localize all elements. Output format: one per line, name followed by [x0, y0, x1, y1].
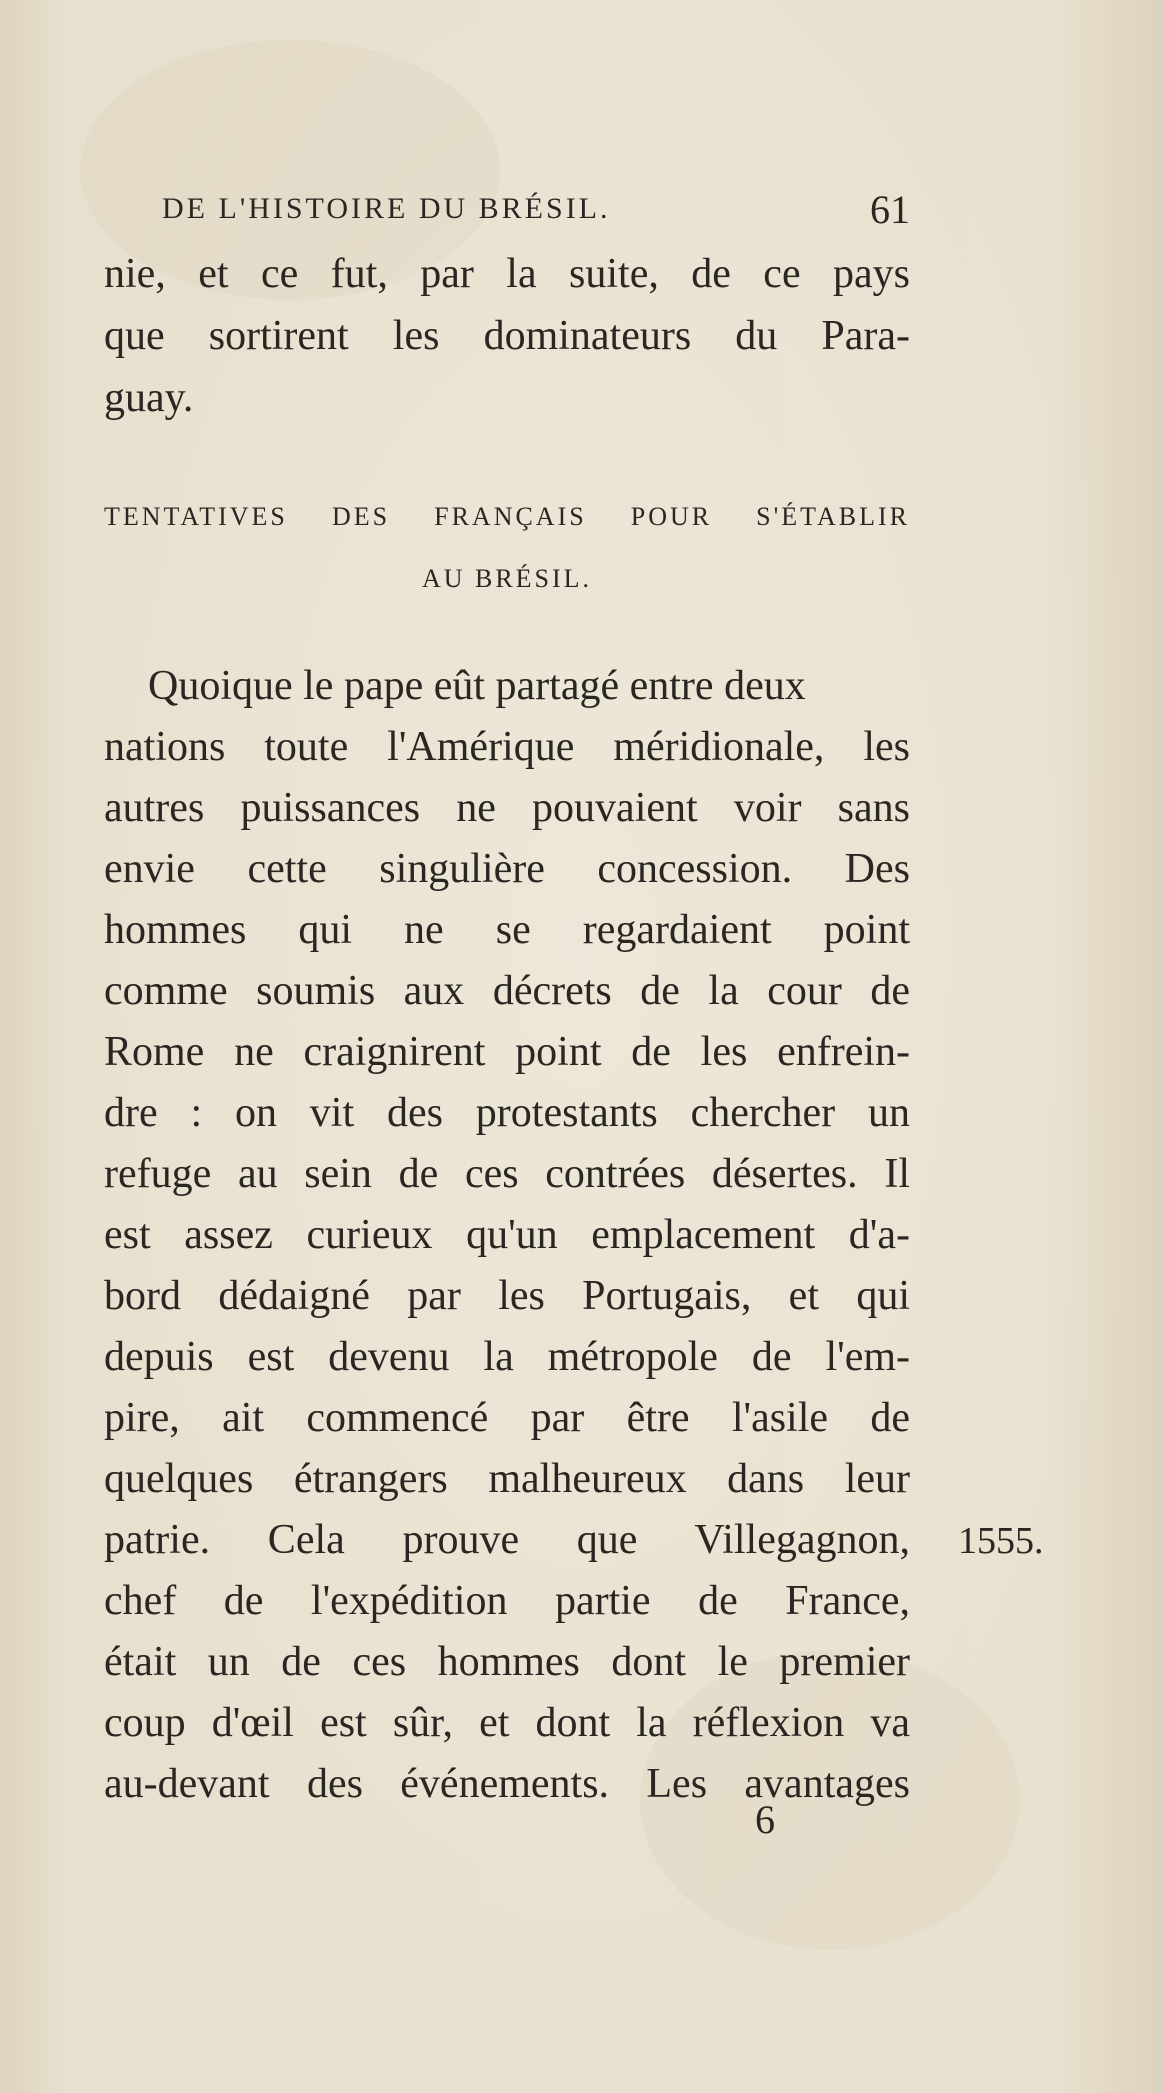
text-line: Quoique le pape eût partagé entre deux — [148, 663, 806, 709]
text-line: pire, ait commencé par être l'asile de — [104, 1395, 910, 1441]
running-title: DE L'HISTOIRE DU BRÉSIL. — [162, 192, 611, 225]
running-head — [162, 186, 910, 236]
text-line: nations toute l'Amérique méridionale, les — [104, 724, 910, 770]
text-line: était un de ces hommes dont le premier — [104, 1639, 910, 1685]
section-heading-line-1: TENTATIVES DES FRANÇAIS POUR S'ÉTABLIR — [104, 502, 910, 531]
text-line: quelques étrangers malheureux dans leur — [104, 1456, 910, 1502]
text-line: hommes qui ne se regardaient point — [104, 907, 910, 953]
text-line: envie cette singulière concession. Des — [104, 846, 910, 892]
text-line: bord dédaigné par les Portugais, et qui — [104, 1273, 910, 1319]
text-line: comme soumis aux décrets de la cour de — [104, 968, 910, 1014]
page-number: 61 — [870, 187, 910, 232]
text-line: est assez curieux qu'un emplacement d'a- — [104, 1212, 910, 1258]
text-line: chef de l'expédition partie de France, — [104, 1578, 910, 1624]
text-line: refuge au sein de ces contrées désertes. Il — [104, 1151, 910, 1197]
text-line: patrie. Cela prouve que Villegagnon, — [104, 1517, 910, 1563]
text-line: Rome ne craignirent point de les enfrein- — [104, 1029, 910, 1075]
margin-date-note: 1555. — [958, 1520, 1044, 1562]
text-line: coup d'œil est sûr, et dont la réflexion va — [104, 1700, 910, 1746]
text-line: nie, et ce fut, par la suite, de ce pays — [104, 251, 910, 297]
text-line: au-devant des événements. Les avantages — [104, 1761, 910, 1807]
signature-mark: 6 — [755, 1797, 775, 1842]
section-heading-line-2: AU BRÉSIL. — [421, 564, 593, 593]
text-line: guay. — [104, 375, 194, 421]
text-line: dre : on vit des protestants chercher un — [104, 1090, 910, 1136]
text-line: autres puissances ne pouvaient voir sans — [104, 785, 910, 831]
text-line: depuis est devenu la métropole de l'em- — [104, 1334, 910, 1380]
text-line: que sortirent les dominateurs du Para- — [104, 313, 910, 359]
